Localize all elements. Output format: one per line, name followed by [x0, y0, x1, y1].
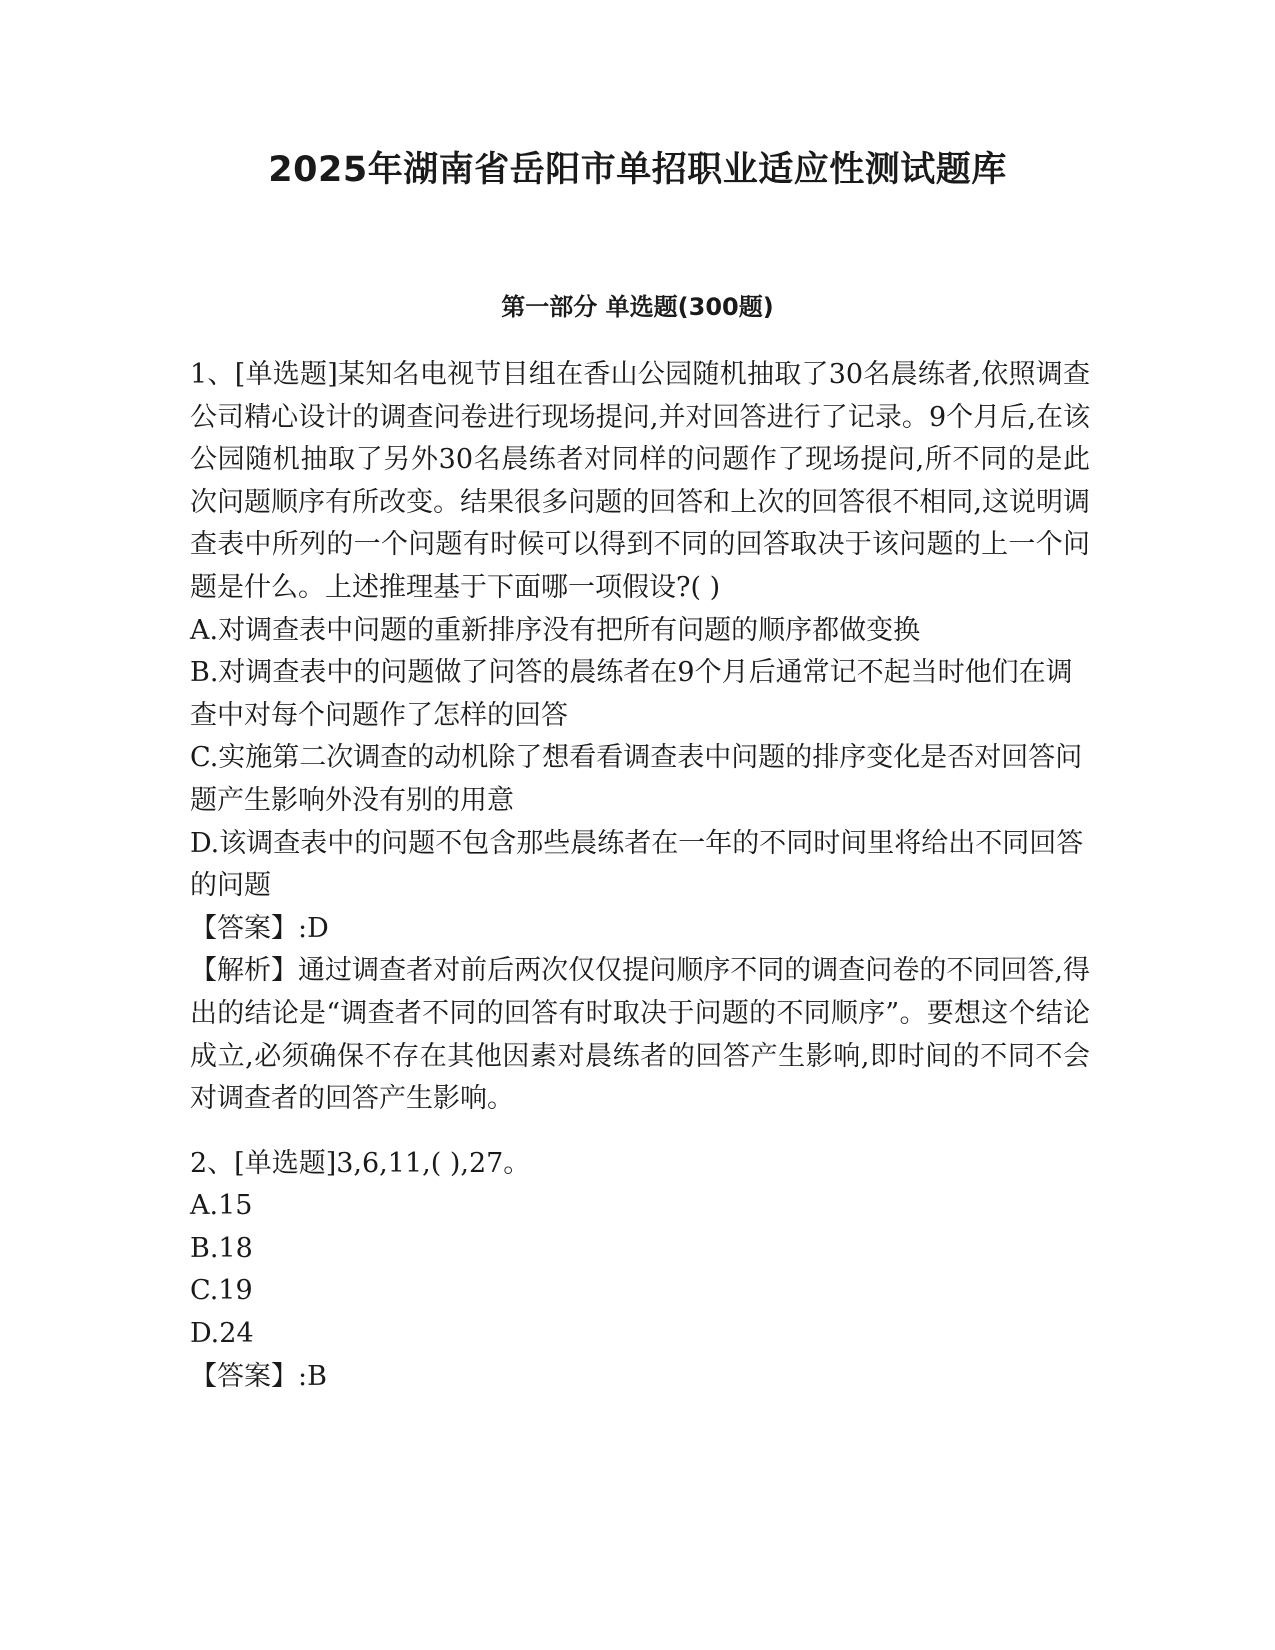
section-title: 第一部分 单选题(300题): [501, 293, 774, 321]
option-b: B.18: [190, 1232, 253, 1264]
answer: 【答案】:B: [190, 1360, 327, 1392]
answer: 【答案】:D: [190, 912, 329, 944]
question-stem: 1、[单选题]某知名电视节目组在香山公园随机抽取了30名晨练者,依照调查公司精心设计的调查问卷进行现场提问,并对回答进行了记录。9个月后,在该公园随机抽取了另外30名晨练者对同样的问题作了现场提问,所不同的是此次问题顺序有所改变。结果很多问题的回答和上次的回答很不相同,这说明调查表中所列的一个问题有时候可以得到不同的回答取决于该问题的上一个问题是什么。上述推理基于下面哪一项假设?( ): [190, 359, 1090, 603]
question-list: [190, 354, 1090, 1420]
option-a: A.对调查表中问题的重新排序没有把所有问题的顺序都做变换: [190, 614, 921, 646]
option-d: D.该调查表中的问题不包含那些晨练者在一年的不同时间里将给出不同回答的问题: [190, 827, 1084, 902]
option-d: D.24: [190, 1318, 254, 1350]
option-a: A.15: [190, 1190, 253, 1222]
document-title: 2025年湖南省岳阳市单招职业适应性测试题库: [268, 150, 1007, 190]
question-stem: 2、[单选题]3,6,11,( ),27。: [190, 1147, 531, 1179]
option-c: C.19: [190, 1275, 253, 1307]
option-b: B.对调查表中的问题做了问答的晨练者在9个月后通常记不起当时他们在调查中对每个问题作了怎样的回答: [190, 657, 1073, 731]
analysis: 【解析】通过调查者对前后两次仅仅提问顺序不同的调查问卷的不同回答,得出的结论是“调查者不同的回答有时取决于问题的不同顺序”。要想这个结论成立,必须确保不存在其他因素对晨练者的回答产生影响,即时间的不同不会对调查者的回答产生影响。: [190, 955, 1090, 1115]
question-1: [190, 354, 1090, 1121]
question-2: [190, 1143, 1090, 1399]
option-c: C.实施第二次调查的动机除了想看看调查表中问题的排序变化是否对回答问题产生影响外没有别的用意: [190, 742, 1083, 816]
